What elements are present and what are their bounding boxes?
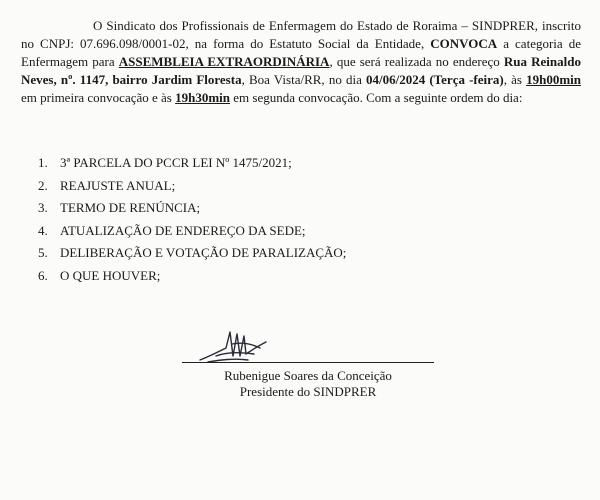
- agenda-item: [38, 242, 346, 265]
- agenda-text: ATUALIZAÇÃO DE ENDEREÇO DA SEDE;: [60, 222, 306, 238]
- agenda-number: 6.: [38, 267, 48, 283]
- intro-text-2: a categoria de Enfermagem para: [21, 36, 581, 69]
- first-call-time: 19h00min: [526, 72, 582, 87]
- agenda-text: 3ª PARCELA DO PCCR LEI Nº 1475/2021;: [60, 155, 292, 170]
- agenda-text: TERMO DE RENÚNCIA;: [60, 200, 201, 216]
- agenda-item: [38, 265, 346, 288]
- agenda-item: [38, 175, 346, 198]
- intro-text-5: , às: [503, 72, 527, 87]
- agenda-number: 4.: [38, 222, 48, 238]
- agenda-number: 1.: [38, 155, 48, 170]
- agenda-text: REAJUSTE ANUAL;: [60, 177, 176, 193]
- signature-line: [182, 362, 434, 363]
- signer-block: [182, 368, 434, 400]
- meeting-date: 04/06/2024 (Terça -feira): [365, 72, 504, 87]
- agenda-item: [38, 220, 346, 243]
- assembly-title: ASSEMBLEIA EXTRAORDINÁRIA: [118, 54, 330, 69]
- signer-name: Rubenigue Soares da Conceição: [224, 368, 392, 383]
- intro-text-4: , Boa Vista/RR, no dia: [241, 72, 366, 87]
- address: Rua Reinaldo Neves, nº. 1147, bairro Jardim Floresta: [21, 54, 581, 87]
- agenda-number: 3.: [38, 200, 48, 216]
- intro-text-3: , que será realizada no endereço: [329, 54, 504, 69]
- intro-text-1: O Sindicato dos Profissionais de Enfermagem do Estado de Roraima – SINDPRER, inscrito no CNPJ: 07.696.098/0001-02, na forma do Estatuto Social da Entidade,: [21, 18, 581, 51]
- intro-text-7: em segunda convocação. Com a seguinte ordem do dia:: [230, 90, 523, 105]
- second-call-time: 19h30min: [175, 90, 231, 105]
- convoca-word: CONVOCA: [430, 36, 498, 51]
- agenda-list: [38, 152, 346, 288]
- agenda-text: DELIBERAÇÃO E VOTAÇÃO DE PARALIZAÇÃO;: [60, 245, 347, 261]
- intro-text-6: em primeira convocação e às: [21, 90, 176, 105]
- agenda-item: [38, 197, 346, 220]
- agenda-number: 5.: [38, 245, 48, 261]
- agenda-text: O QUE HOUVER;: [60, 267, 161, 283]
- agenda-item: [38, 152, 346, 175]
- signer-role: Presidente do SINDPRER: [239, 384, 377, 399]
- agenda-number: 2.: [38, 177, 48, 193]
- convocation-paragraph: [21, 17, 581, 107]
